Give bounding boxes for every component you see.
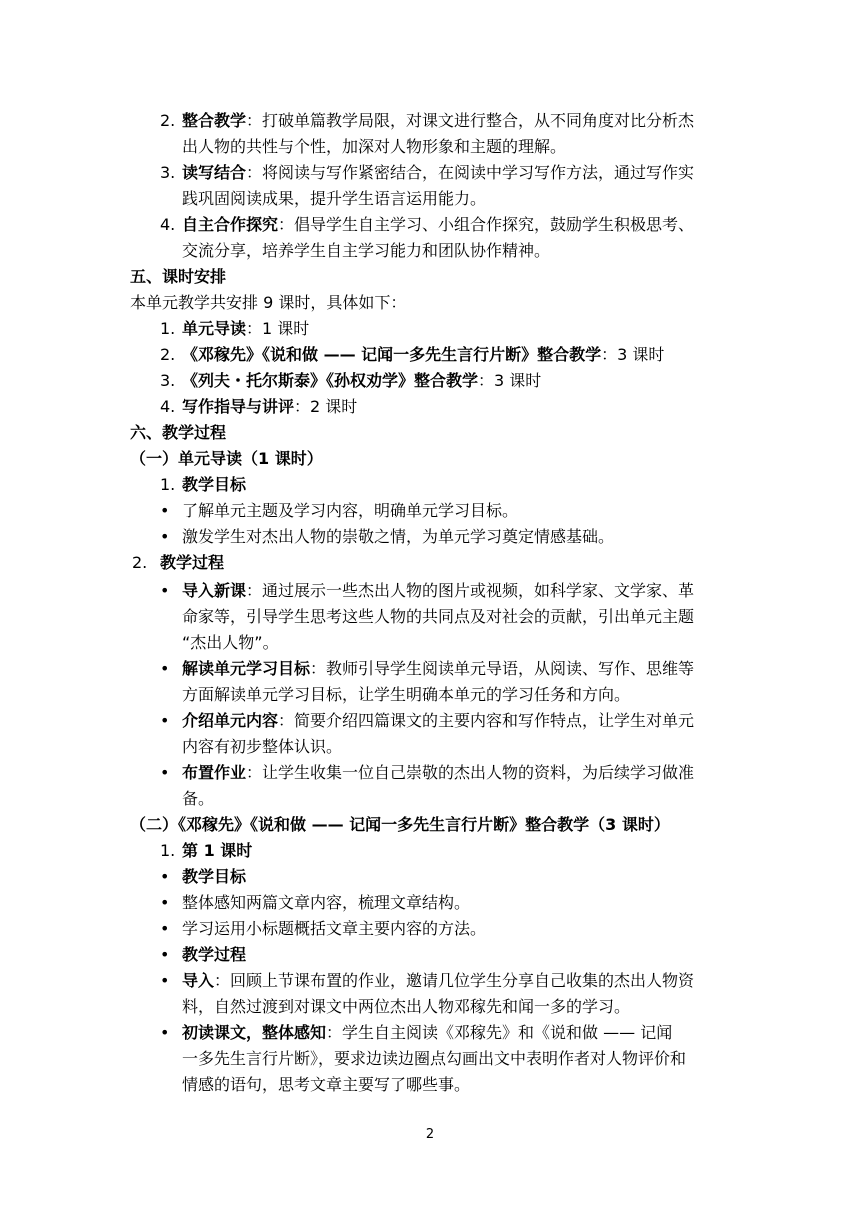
text-line: [182, 838, 252, 864]
bold-term: 第 1 课时: [182, 841, 253, 860]
bold-term: 六、教学过程: [130, 423, 227, 442]
line-text: ：1 课时: [246, 319, 310, 338]
line-text: ：回顾上节课布置的作业，邀请几位学生分享自己收集的杰出人物资: [214, 971, 695, 990]
line-text: 命家等，引导学生思考这些人物的共同点及对社会的贡献，引出单元主题: [182, 607, 695, 626]
text-line: [182, 1020, 672, 1046]
bullet-marker: •: [160, 711, 170, 730]
bold-term: （二）《邓稼先》《说和做 —— 记闻一多先生言行片断》整合教学（3 课时）: [130, 815, 670, 834]
line-text: 备。: [182, 789, 215, 808]
bold-term: 教学目标: [182, 475, 247, 494]
bullet-marker: •: [160, 919, 170, 938]
text-line: [182, 238, 550, 264]
text-line: [182, 916, 486, 942]
line-text: ：学生自主阅读《邓稼先》和《说和做 —— 记闻: [326, 1023, 673, 1042]
text-line: [182, 1046, 686, 1072]
text-line: [182, 942, 246, 968]
bold-term: 自主合作探究: [182, 215, 279, 234]
line-text: ：让学生收集一位自己崇敬的杰出人物的资料，为后续学习做准: [246, 763, 695, 782]
text-line: [182, 968, 694, 994]
list-number: 1.: [160, 319, 176, 338]
bullet-marker: •: [160, 501, 170, 520]
text-line: [182, 108, 694, 134]
bold-term: （一）单元导读（1 课时）: [130, 449, 323, 468]
text-line: [130, 264, 226, 290]
line-text: 内容有初步整体认识。: [182, 737, 343, 756]
text-line: [130, 446, 323, 472]
line-text: ：倡导学生自主学习、小组合作探究，鼓励学生积极思考、: [278, 215, 695, 234]
text-line: [182, 186, 486, 212]
bullet-marker: •: [160, 581, 170, 600]
bold-term: 解读单元学习目标: [182, 659, 311, 678]
line-text: ：通过展示一些杰出人物的图片或视频，如科学家、文学家、革: [246, 581, 695, 600]
bold-term: 导入新课: [182, 581, 247, 600]
text-line: [182, 524, 614, 550]
text-line: [182, 786, 214, 812]
line-text: ：将阅读与写作紧密结合，在阅读中学习写作方法，通过写作实: [246, 163, 695, 182]
text-line: [182, 316, 309, 342]
bullet-marker: •: [160, 945, 170, 964]
text-line: [130, 420, 226, 446]
list-number: 3.: [160, 371, 176, 390]
text-line: [182, 994, 630, 1020]
bold-term: 导入: [182, 971, 215, 990]
line-text: 本单元教学共安排 9 课时，具体如下：: [130, 293, 407, 312]
text-line: [130, 290, 406, 316]
list-number: 4.: [160, 397, 176, 416]
text-line: [182, 734, 342, 760]
text-line: [182, 472, 246, 498]
line-text: 交流分享，培养学生自主学习能力和团队协作精神。: [182, 241, 551, 260]
bullet-marker: •: [160, 971, 170, 990]
text-line: [182, 630, 279, 656]
bold-term: 初读课文，整体感知: [182, 1023, 327, 1042]
bold-term: 教学目标: [182, 867, 247, 886]
bold-term: 教学过程: [160, 553, 225, 572]
line-text: ：2 课时: [294, 397, 358, 416]
bold-term: 整合教学: [182, 111, 247, 130]
text-line: [130, 812, 670, 838]
text-line: [182, 498, 518, 524]
bullet-marker: •: [160, 659, 170, 678]
bold-term: 单元导读: [182, 319, 247, 338]
line-text: 学习运用小标题概括文章主要内容的方法。: [182, 919, 487, 938]
line-text: ：3 课时: [601, 345, 665, 364]
line-text: 激发学生对杰出人物的崇敬之情，为单元学习奠定情感基础。: [182, 527, 615, 546]
text-line: [182, 342, 664, 368]
bold-term: 教学过程: [182, 945, 247, 964]
bold-term: 介绍单元内容: [182, 711, 279, 730]
line-text: 情感的语句，思考文章主要写了哪些事。: [182, 1075, 471, 1094]
bullet-marker: •: [160, 763, 170, 782]
text-line: [182, 1072, 470, 1098]
list-number: 1.: [160, 841, 176, 860]
text-line: [182, 160, 694, 186]
list-number: 1.: [160, 475, 176, 494]
bullet-marker: •: [160, 527, 170, 546]
line-text: ：3 课时: [478, 371, 542, 390]
list-number: 4.: [160, 215, 176, 234]
text-line: [182, 394, 357, 420]
line-text: 了解单元主题及学习内容，明确单元学习目标。: [182, 501, 519, 520]
bullet-marker: •: [160, 1023, 170, 1042]
line-text: 出人物的共性与个性，加深对人物形象和主题的理解。: [182, 137, 567, 156]
text-line: [182, 682, 630, 708]
text-line: [182, 604, 694, 630]
text-line: [182, 368, 541, 394]
text-line: [182, 578, 694, 604]
page-number: 2: [425, 1127, 435, 1142]
bold-term: 布置作业: [182, 763, 247, 782]
list-number: 2.: [160, 111, 176, 130]
text-line: [182, 864, 246, 890]
text-line: [182, 134, 566, 160]
bold-term: 《列夫・托尔斯泰》《孙权劝学》整合教学: [182, 371, 479, 390]
line-text: 方面解读单元学习目标，让学生明确本单元的学习任务和方向。: [182, 685, 631, 704]
bold-term: 写作指导与讲评: [182, 397, 295, 416]
line-text: ：打破单篇教学局限，对课文进行整合，从不同角度对比分析杰: [246, 111, 695, 130]
text-line: [182, 708, 694, 734]
text-line: [182, 890, 470, 916]
text-line: [182, 760, 694, 786]
bold-term: 读写结合: [182, 163, 247, 182]
text-line: [182, 212, 694, 238]
line-text: 料，自然过渡到对课文中两位杰出人物邓稼先和闻一多的学习。: [182, 997, 631, 1016]
bullet-marker: •: [160, 893, 170, 912]
bullet-marker: •: [160, 867, 170, 886]
list-number: 2.: [132, 553, 148, 572]
bold-term: 《邓稼先》《说和做 —— 记闻一多先生言行片断》整合教学: [182, 345, 602, 364]
text-line: [160, 550, 224, 576]
line-text: 一多先生言行片断》，要求边读边圈点勾画出文中表明作者对人物评价和: [182, 1049, 687, 1068]
list-number: 3.: [160, 163, 176, 182]
text-line: [182, 656, 694, 682]
line-text: ：教师引导学生阅读单元导语，从阅读、写作、思维等: [310, 659, 695, 678]
line-text: 践巩固阅读成果，提升学生语言运用能力。: [182, 189, 487, 208]
bold-term: 五、课时安排: [130, 267, 227, 286]
line-text: “杰出人物”。: [182, 633, 279, 652]
line-text: ：简要介绍四篇课文的主要内容和写作特点，让学生对单元: [278, 711, 695, 730]
list-number: 2.: [160, 345, 176, 364]
line-text: 整体感知两篇文章内容，梳理文章结构。: [182, 893, 471, 912]
